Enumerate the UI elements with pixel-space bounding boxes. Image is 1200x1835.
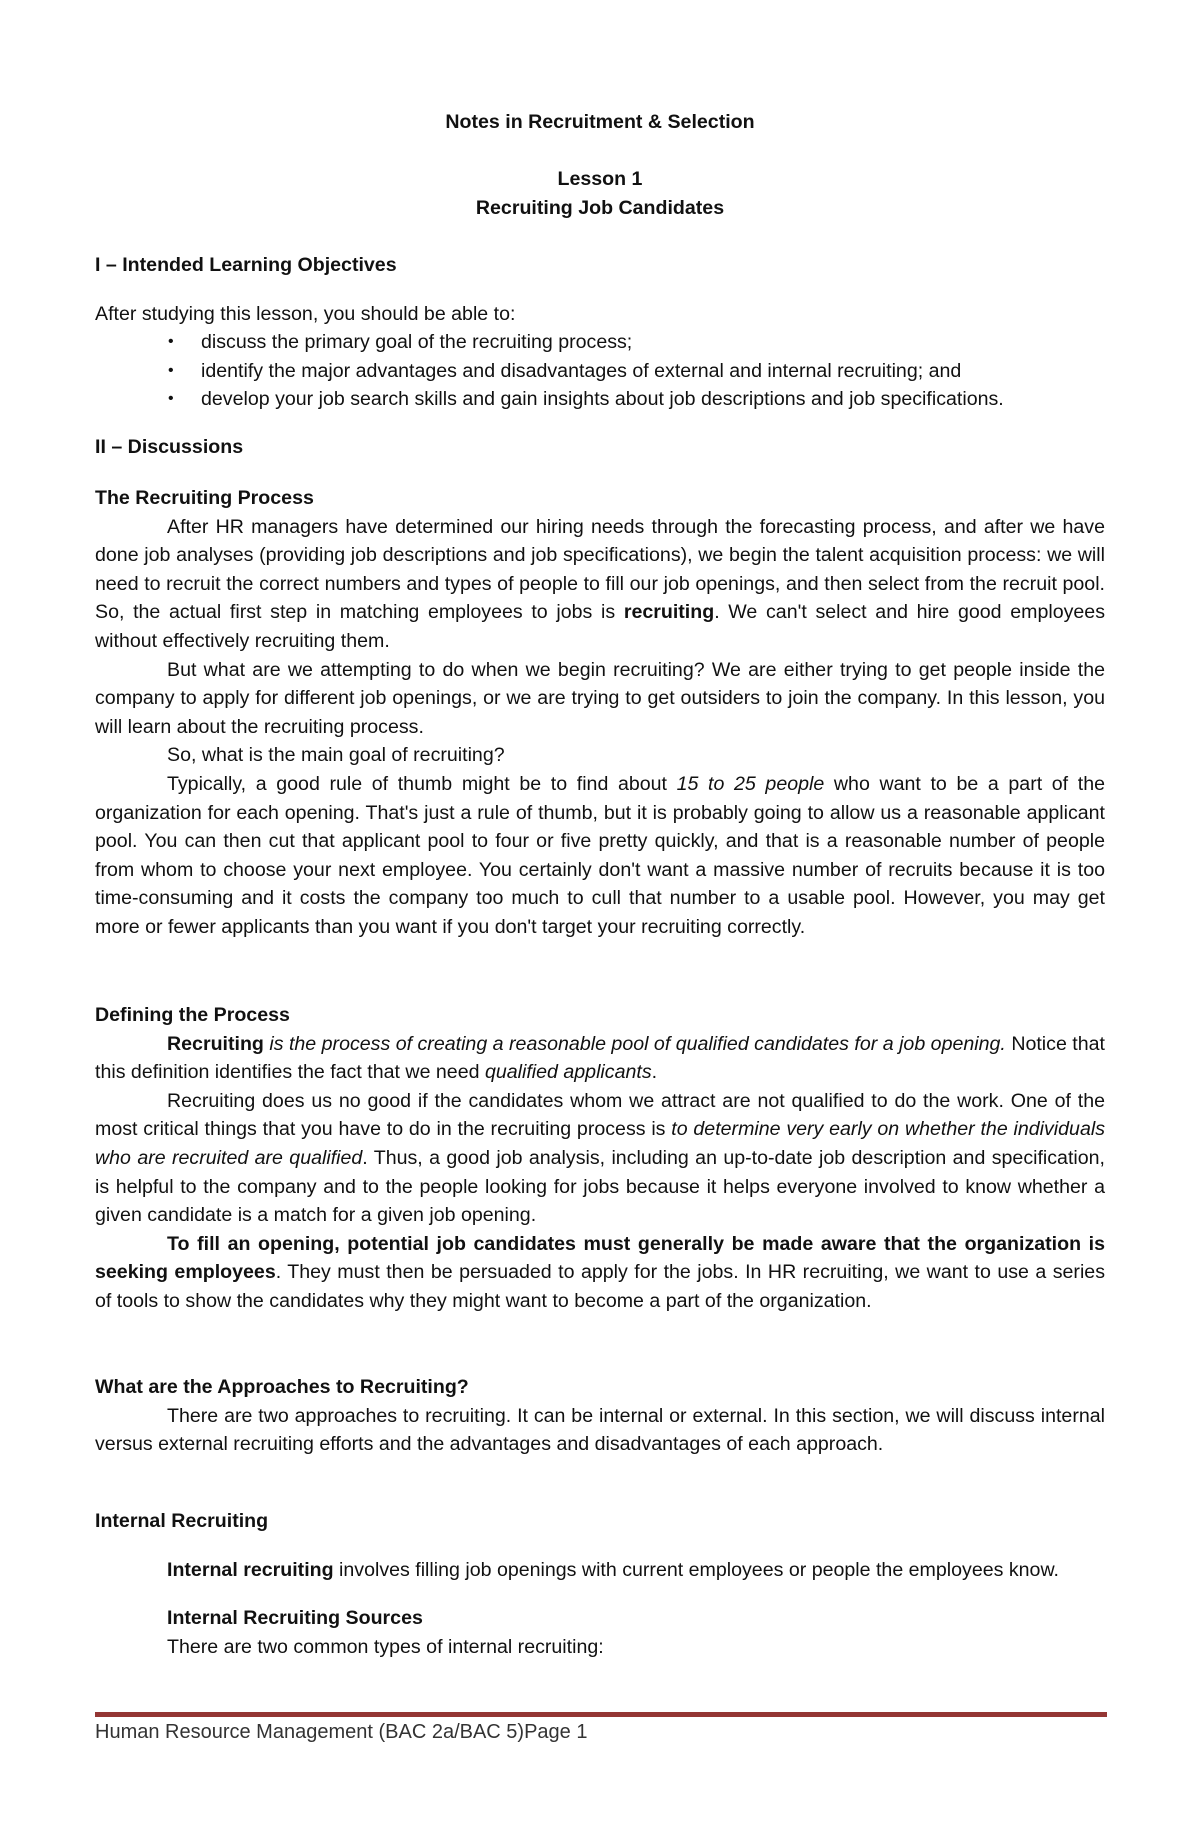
defining-section <box>95 1001 1105 1316</box>
list-item: • discuss the primary goal of the recruiting process; <box>95 328 1105 357</box>
list-item: • develop your job search skills and gain insights about job descriptions and job specifications. <box>95 385 1105 414</box>
bullet-icon: • <box>168 333 174 351</box>
objectives-list <box>95 328 1105 414</box>
section-heading: Defining the Process <box>95 1004 290 1026</box>
paragraph: To fill an opening, potential job candidates must generally be made aware that the organization is seeking employees. They must then be persuaded to apply for the jobs. In HR recruiting, we want to use a series of tools to show the candidates why they might want to become a part of the organization. <box>95 1232 1106 1312</box>
paragraph: After HR managers have determined our hiring needs through the forecasting process, and after we have done job analyses (providing job descriptions and job specifications), we begin the talent acquisition process: we will need to recruit the correct numbers and types of people to fill our job openings, and then select from the recruit pool. So, the actual first step in matching employees to jobs is recruiting. We can't select and hire good employees without effectively recruiting them. <box>95 515 1105 652</box>
lesson-title: Recruiting Job Candidates <box>475 197 725 219</box>
lesson-number: Lesson 1 <box>557 168 643 190</box>
paragraph: There are two common types of internal recruiting: <box>167 1635 604 1658</box>
bullet-icon: • <box>168 361 174 379</box>
section-heading: The Recruiting Process <box>95 487 314 509</box>
recruiting-process-section <box>95 484 1105 942</box>
footer-rule <box>95 1712 1107 1717</box>
section-heading: What are the Approaches to Recruiting? <box>95 1376 469 1398</box>
objectives-heading: I – Intended Learning Objectives <box>95 254 397 276</box>
paragraph: Recruiting does us no good if the candidates whom we attract are not qualified to do the work. One of the most critical things that you have to do in the recruiting process is to determine very early on whether the individuals who are recruited are qualified. Thus, a good job analysis, including an up-to-date job description and specification, is helpful to the company and to the people looking for jobs because it helps everyone involved to know whether a given candidate is a match for a given job opening. <box>95 1089 1106 1227</box>
paragraph: But what are we attempting to do when we begin recruiting? We are either trying to get people inside the company to apply for different job openings, or we are trying to get outsiders to join the company. In this lesson, you will learn about the recruiting process. <box>95 658 1105 738</box>
approaches-section <box>95 1373 1105 1459</box>
objectives-section <box>95 251 1105 414</box>
document-title: Notes in Recruitment & Selection <box>445 111 755 133</box>
page-footer: Human Resource Management (BAC 2a/BAC 5)Page 1 <box>95 1721 588 1743</box>
internal-recruiting-section <box>95 1507 1105 1661</box>
paragraph: There are two approaches to recruiting. It can be internal or external. In this section, we will discuss internal versus external recruiting efforts and the advantages and disadvantages of each approach. <box>95 1404 1105 1456</box>
paragraph: Internal recruiting involves filling job openings with current employees or people the employees know. <box>167 1558 1059 1581</box>
discussions-heading: II – Discussions <box>95 436 244 458</box>
list-item: • identify the major advantages and disadvantages of external and internal recruiting; and <box>95 357 1105 386</box>
bullet-icon: • <box>168 390 174 408</box>
section-heading: Internal Recruiting <box>95 1510 269 1532</box>
paragraph: Typically, a good rule of thumb might be to find about 15 to 25 people who want to be a part of the organization for each opening. That's just a rule of thumb, but it is probably going to allow us a reasonable applicant pool. You can then cut that applicant pool to four or five pretty quickly, and that is a reasonable number of people from whom to choose your next employee. You certainly don't want a massive number of recruits because it is too time-consuming and it costs the company too much to cull that number to a usable pool. However, you may get more or fewer applicants than you want if you don't target your recruiting correctly. <box>95 772 1105 938</box>
objectives-intro: After studying this lesson, you should be able to: <box>95 302 516 325</box>
paragraph: So, what is the main goal of recruiting? <box>167 744 505 767</box>
paragraph: Recruiting is the process of creating a reasonable pool of qualified candidates for a job opening. Notice that this definition identifies the fact that we need qualified applicants. <box>95 1032 1105 1084</box>
subsection-heading: Internal Recruiting Sources <box>167 1607 423 1630</box>
